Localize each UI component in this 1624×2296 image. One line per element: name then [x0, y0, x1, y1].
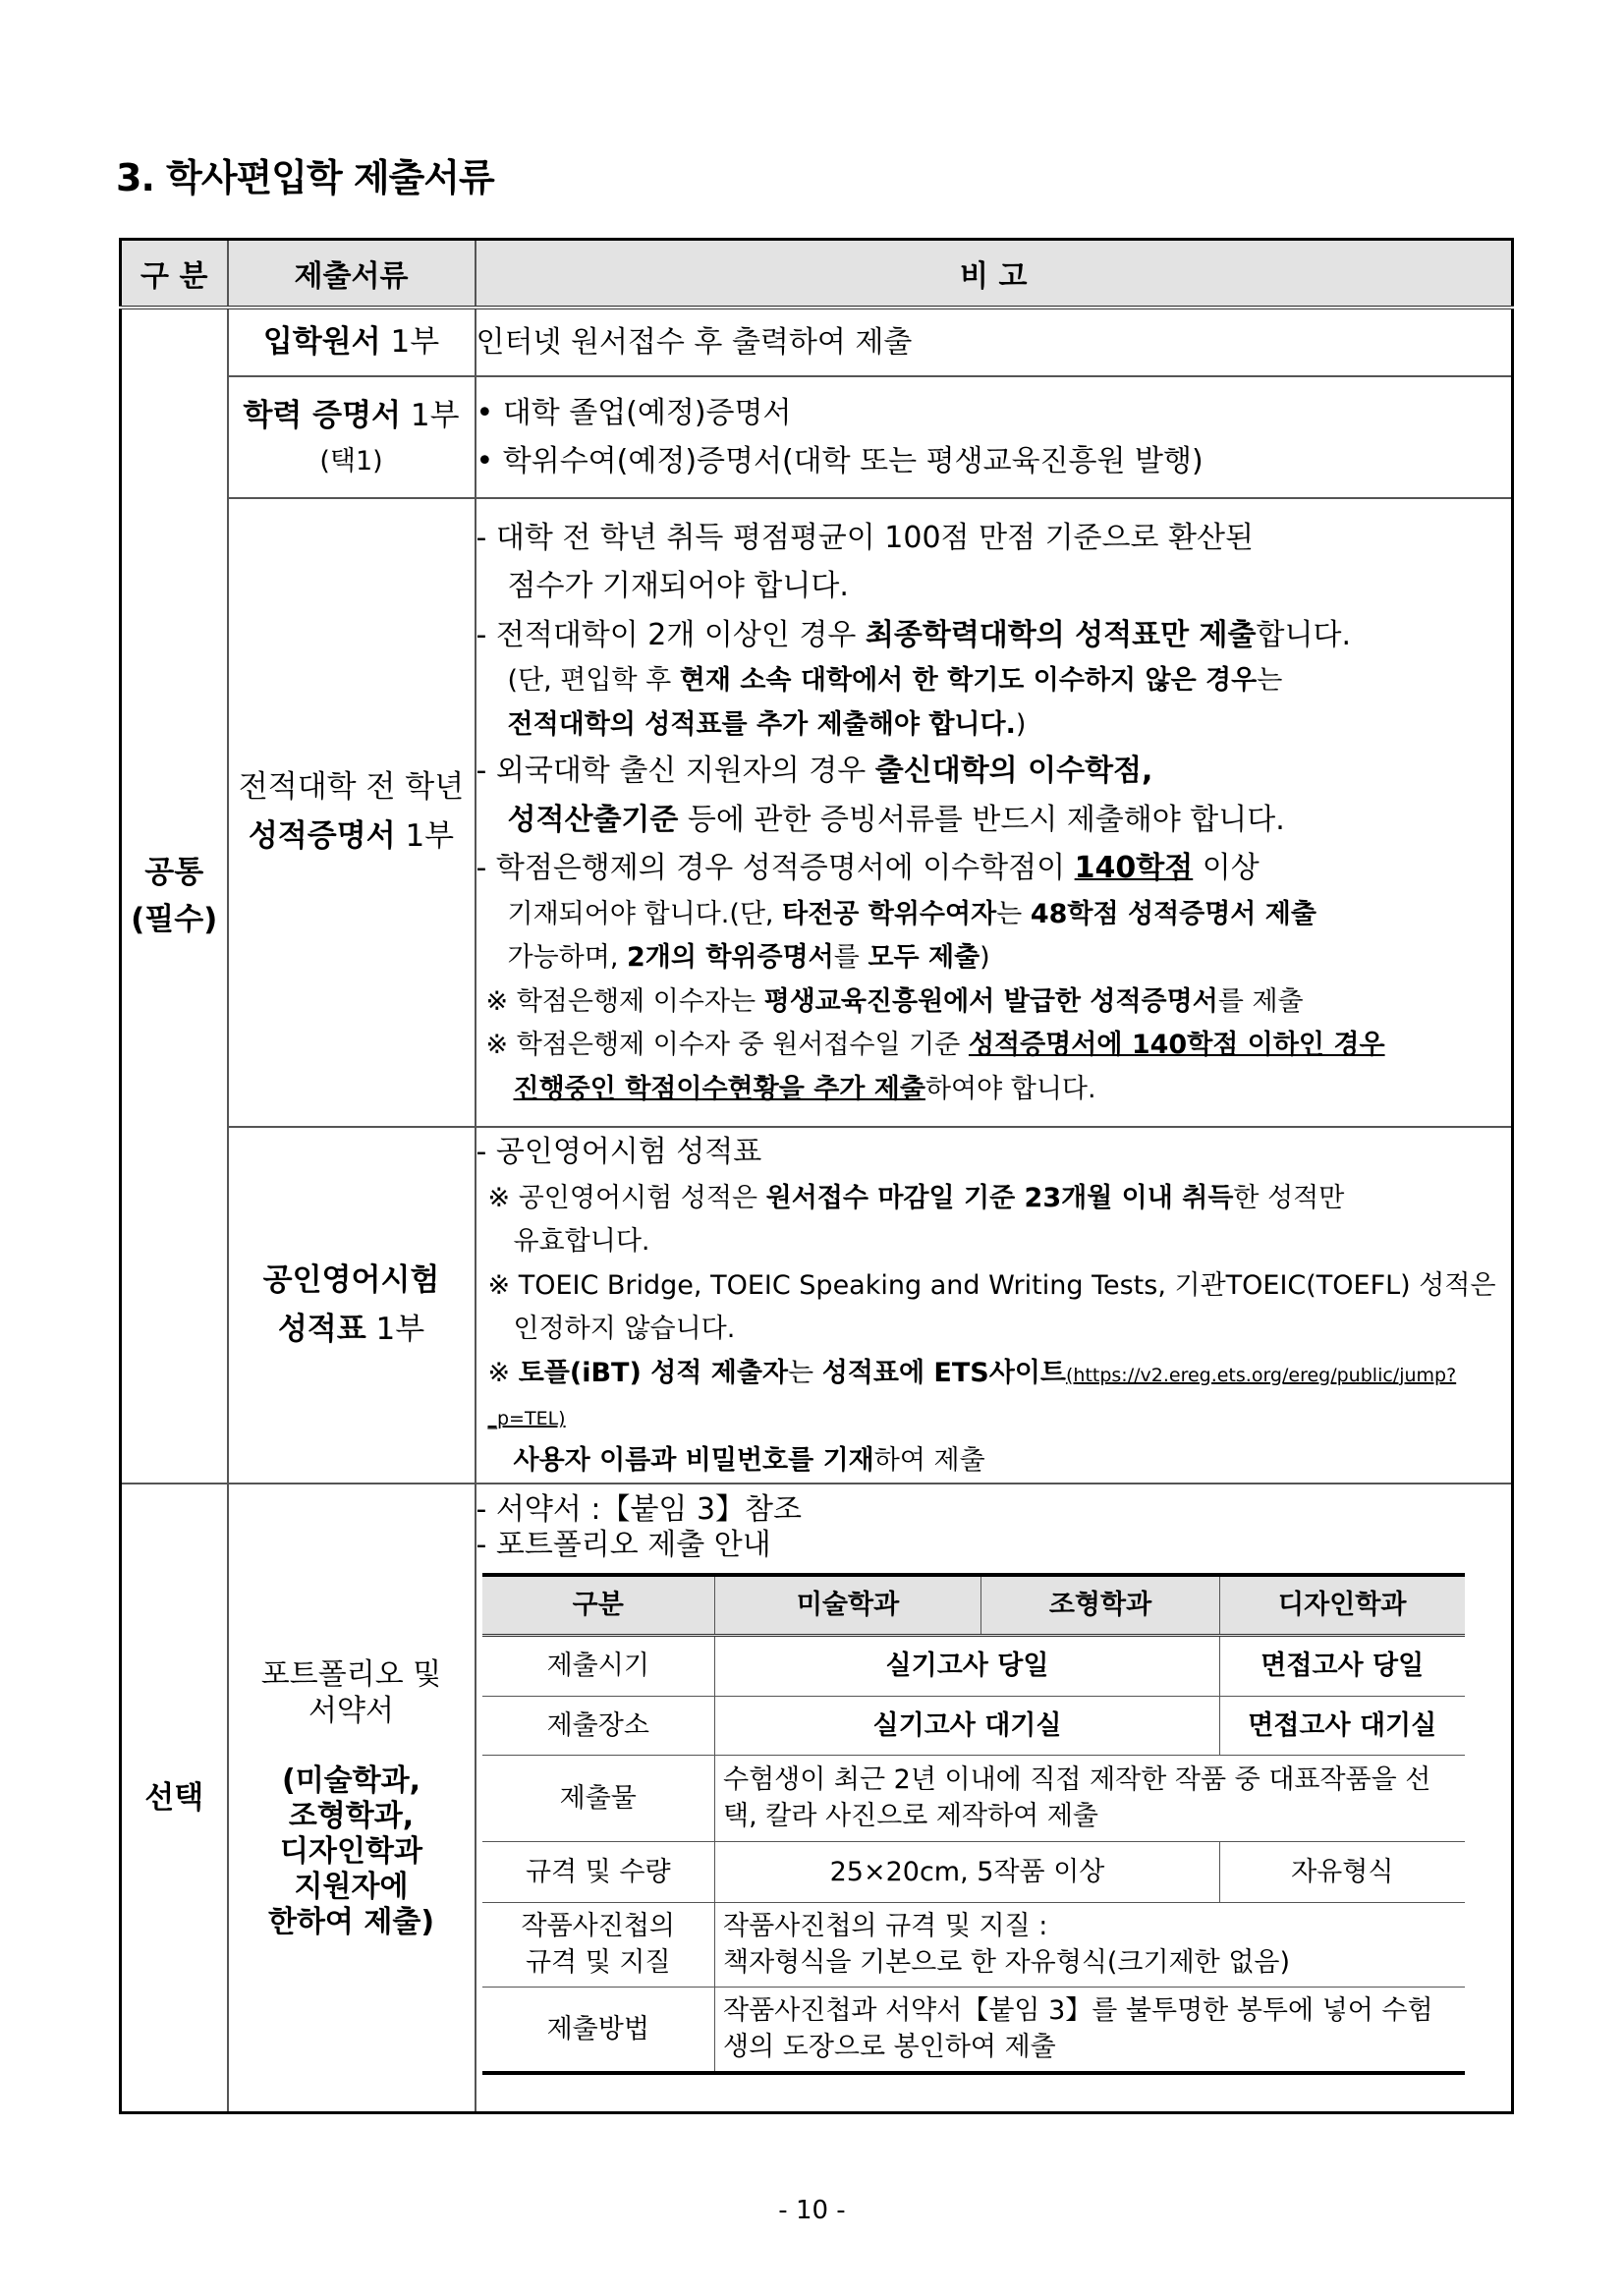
doc-transcript: 전적대학 전 학년 성적증명서 1부 — [228, 498, 476, 1127]
sub-row-album: 작품사진첩의 규격 및 지질 작품사진첩의 규격 및 지질 : 책자형식을 기본으로 한 자유형식(크기제한 없음) — [482, 1903, 1465, 1988]
table-row — [121, 498, 1513, 1127]
doc-portfolio: 포트폴리오 및 서약서 (미술학과, 조형학과, 디자인학과 지원자에 한하여 제출) — [228, 1484, 476, 2112]
section-title: 3. 학사편입학 제출서류 — [116, 156, 494, 199]
sub-row-method: 제출방법 작품사진첩과 서약서【붙임 3】를 불투명한 봉투에 넣어 수험생의 도장으로 봉인하여 제출 — [482, 1988, 1465, 2073]
page-number: - 10 - — [778, 2196, 846, 2225]
doc-application: 입학원서 1부 — [228, 308, 476, 376]
note-portfolio: - 서약서 :【붙임 3】참조 - 포트폴리오 제출 안내 구분 미술학과 조형학과 디자인학과 제출시기 실기고사 당일 면접고사 당일 제출장소 실기고사 대기실 면접고사 대기실 제출물 수험생이 최근 2년 이내에 직접 제작한 작품 중 대표작품을 선택, 칼라 사진으로 제작하여 제출 규격 및 수량 25×20cm, 5작품 이상 자유형식 작품사진첩의 규격 및 지질 작품사진첩의 규격 및 지질 : 책자형식을 기본으로 한 자유형식(크기제한 없음) 제출방법 작품사진첩과 서약서【붙임 3】를 불투명한 봉투에 넣어 수험생의 도장으로 봉인하여 제출 — [476, 1484, 1513, 2112]
note-degree-certificate: • 대학 졸업(예정)증명서 • 학위수여(예정)증명서(대학 또는 평생교육진흥원 발행) — [476, 376, 1513, 498]
sub-header-row: 구분 미술학과 조형학과 디자인학과 — [482, 1575, 1465, 1636]
category-optional: 선택 — [121, 1484, 228, 2112]
ets-url-link[interactable]: (https://v2.ereg.ets.org/ereg/public/jump?_p=TEL) — [487, 1364, 1457, 1430]
header-category: 구 분 — [121, 240, 228, 308]
portfolio-info-table — [482, 1573, 1465, 2075]
header-remarks: 비 고 — [476, 240, 1513, 308]
category-common: 공통 (필수) — [121, 308, 228, 1484]
table-row — [121, 376, 1513, 498]
doc-english-score: 공인영어시험 성적표 1부 — [228, 1127, 476, 1484]
sub-row-size: 규격 및 수량 25×20cm, 5작품 이상 자유형식 — [482, 1842, 1465, 1903]
note-transcript: - 대학 전 학년 취득 평점평균이 100점 만점 기준으로 환산된 점수가 기재되어야 합니다. - 전적대학이 2개 이상인 경우 최종학력대학의 성적표만 제출합니다. (단, 편입학 후 현재 소속 대학에서 한 학기도 이수하지 않은 경우는 전적대학의 성적표를 추가 제출해야 합니다.) - 외국대학 출신 지원자의 경우 출신대학의 이수학점, 성적산출기준 등에 관한 증빙서류를 반드시 제출해야 합니다. - 학점은행제의 경우 성적증명서에 이수학점이 140학점 이상 기재되어야 합니다.(단, 타전공 학위수여자는 48학점 성적증명서 제출 가능하며, 2개의 학위증명서를 모두 제출) ※ 학점은행제 이수자는 평생교육진흥원에서 발급한 성적증명서를 제출 ※ 학점은행제 이수자 중 원서접수일 기준 성적증명서에 140학점 이하인 경우 진행중인 학점이수현황을 추가 제출하여야 합니다. — [476, 498, 1513, 1127]
sub-row-place: 제출장소 실기고사 대기실 면접고사 대기실 — [482, 1697, 1465, 1756]
header-documents: 제출서류 — [228, 240, 476, 308]
note-english-score: - 공인영어시험 성적표 ※ 공인영어시험 성적은 원서접수 마감일 기준 23개월 이내 취득한 성적만 유효합니다. ※ TOEIC Bridge, TOEIC Speaking and Writing Tests, 기관TOEIC(TOEFL) 성적은 인정하지 않습니다. ※ 토플(iBT) 성적 제출자는 성적표에 ETS사이트(https://v2.ereg.ets.org/ereg/public/jump?_p=TEL) 사용자 이름과 비밀번호를 기재하여 제출 — [476, 1127, 1513, 1484]
doc-degree-certificate: 학력 증명서 1부 (택1) — [228, 376, 476, 498]
sub-row-timing: 제출시기 실기고사 당일 면접고사 당일 — [482, 1636, 1465, 1697]
note-application: 인터넷 원서접수 후 출력하여 제출 — [476, 308, 1513, 376]
table-row — [121, 1127, 1513, 1484]
header-row — [121, 240, 1513, 308]
table-row — [121, 1484, 1513, 2112]
sub-row-items: 제출물 수험생이 최근 2년 이내에 직접 제작한 작품 중 대표작품을 선택, 칼라 사진으로 제작하여 제출 — [482, 1756, 1465, 1842]
table-row — [121, 308, 1513, 376]
documents-table — [119, 238, 1514, 2114]
